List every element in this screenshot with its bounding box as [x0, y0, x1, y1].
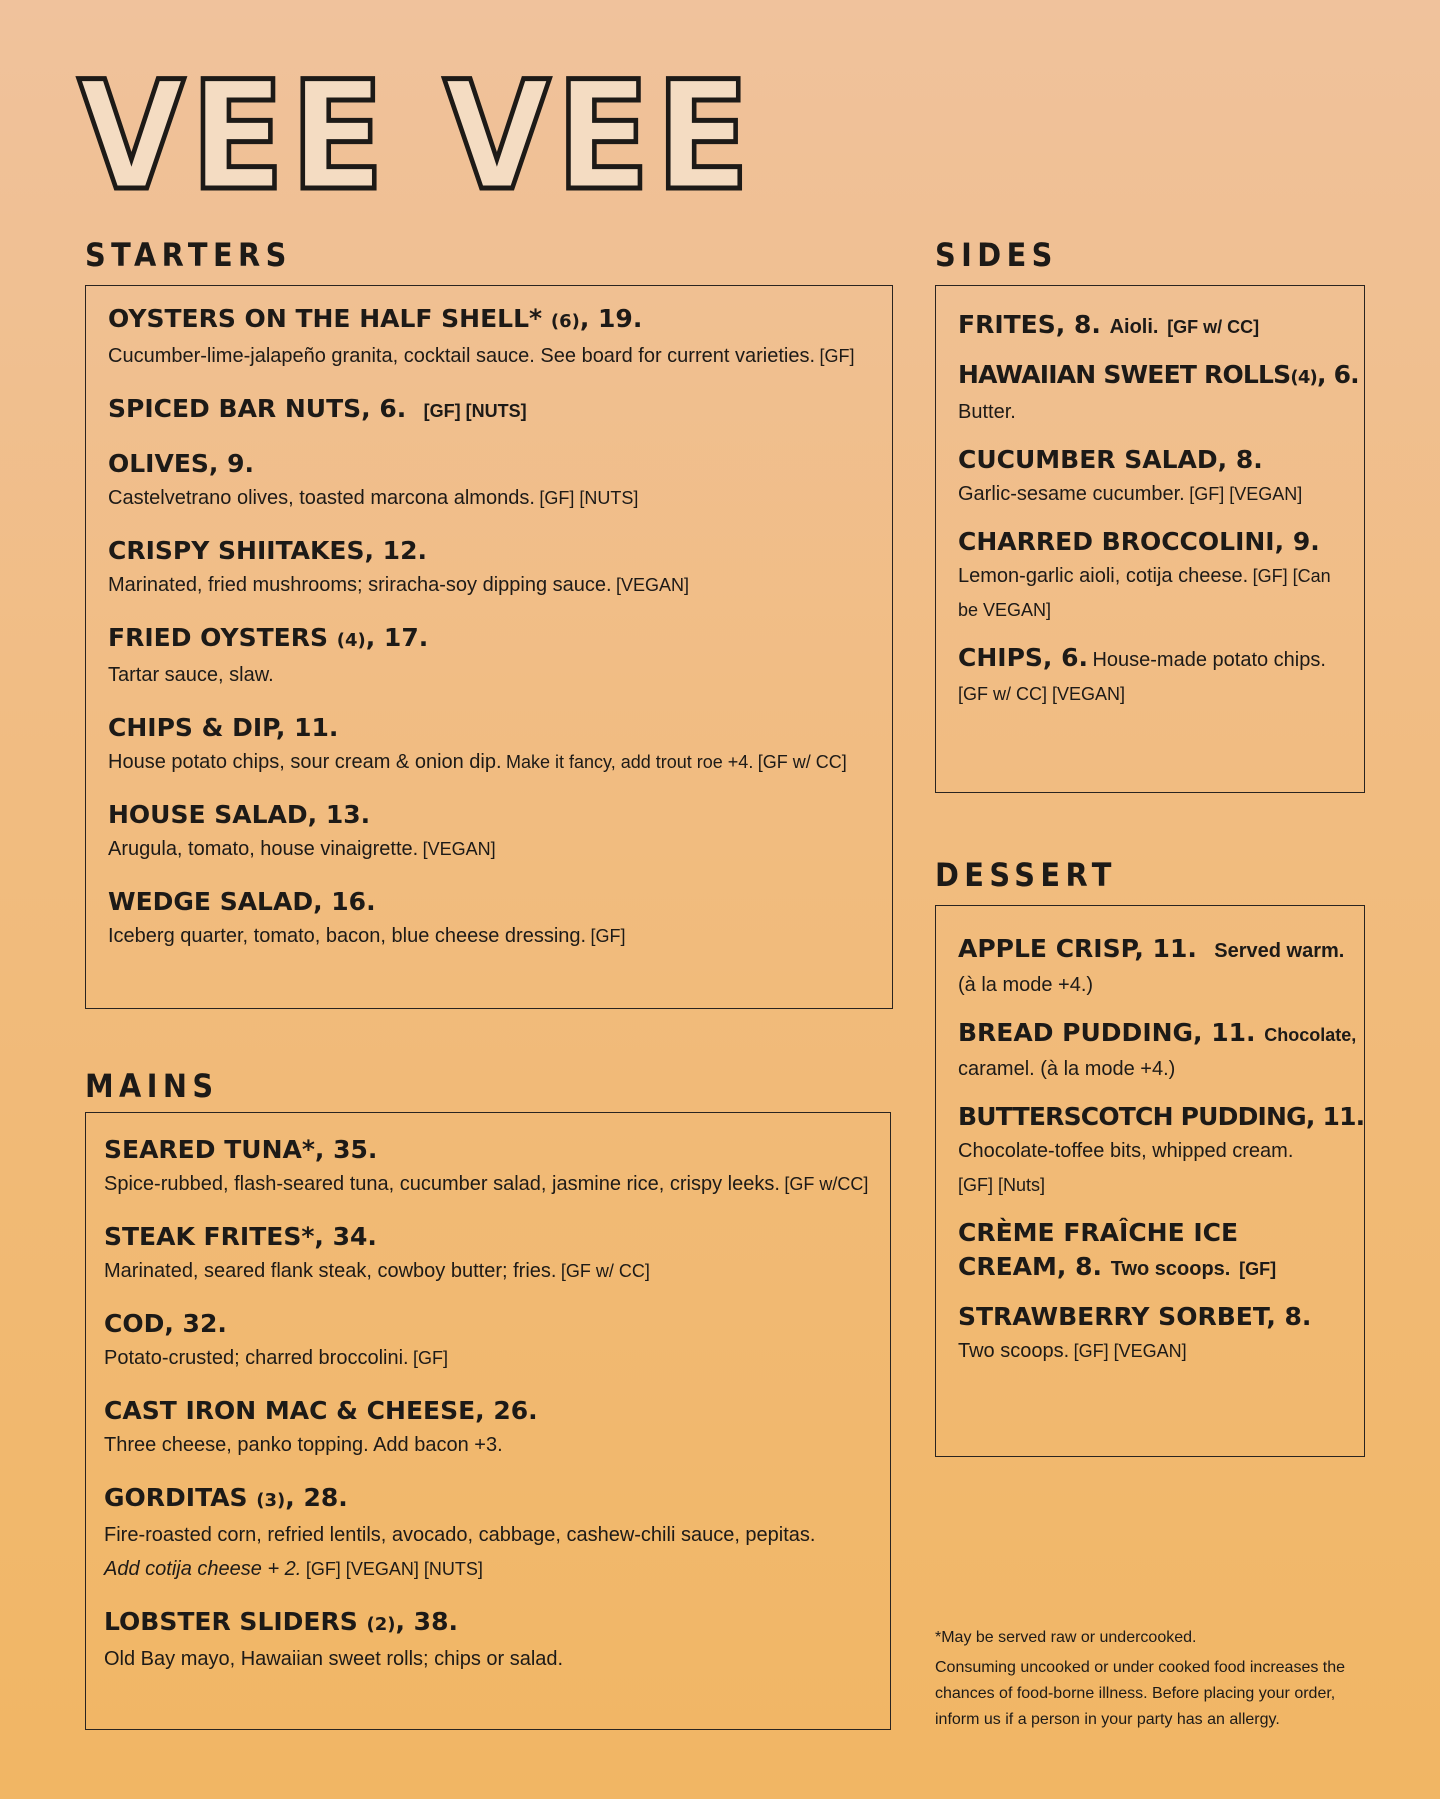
item-desc: Lemon-garlic aioli, cotija cheese. [958, 565, 1249, 587]
item-name: APPLE CRISP, 11. [958, 934, 1197, 963]
item-name: SEARED TUNA*, 35. [104, 1135, 378, 1164]
item-desc: Tartar sauce, slaw. [108, 664, 274, 686]
menu-item [958, 1216, 1346, 1286]
item-name: GORDITAS [104, 1483, 248, 1512]
menu-item [108, 392, 870, 428]
menu-item [108, 302, 870, 373]
menu-item [958, 932, 1346, 1002]
item-desc: Two scoops. [1110, 1258, 1231, 1280]
dessert-box [935, 905, 1365, 1457]
raw-warning: *May be served raw or undercooked. [935, 1629, 1197, 1646]
item-qty: (2) [366, 1614, 396, 1635]
item-desc: Fire-roasted corn, refried lentils, avocado, cabbage, cashew-chili sauce, pepitas. [104, 1524, 816, 1546]
item-desc: Spice-rubbed, flash-seared tuna, cucumber salad, jasmine rice, crispy leeks. [104, 1173, 780, 1195]
item-note: (à la mode +4.) [958, 974, 1094, 996]
item-tags: [GF w/ CC] [757, 752, 847, 772]
item-name: CRÈME FRAÎCHE ICE [958, 1218, 1239, 1247]
item-name: CHIPS, 6. [958, 643, 1088, 672]
item-desc: Cucumber-lime-jalapeño granita, cocktail sauce. See board for current varieties. [108, 345, 816, 367]
item-desc: Aioli. [1109, 316, 1159, 338]
item-tags: [GF] [VEGAN] [1073, 1341, 1187, 1361]
item-desc: Arugula, tomato, house vinaigrette. [108, 838, 419, 860]
mains-box [85, 1112, 891, 1730]
item-name-2: CREAM, 8. [958, 1252, 1102, 1281]
item-qty: (4) [336, 630, 366, 651]
menu-item [958, 308, 1346, 344]
item-name: COD, 32. [104, 1309, 227, 1338]
item-name: LOBSTER SLIDERS [104, 1607, 358, 1636]
menu-item [108, 534, 870, 602]
menu-item [108, 447, 870, 515]
menu-item [108, 885, 870, 953]
item-desc: Two scoops. [958, 1340, 1070, 1362]
restaurant-logo: VEE VEE [78, 50, 756, 224]
item-name: OLIVES, 9. [108, 449, 255, 478]
item-name: HAWAIIAN SWEET ROLLS [958, 360, 1291, 389]
item-name: CRISPY SHIITAKES, 12. [108, 536, 427, 565]
item-desc: House potato chips, sour cream & onion dip. [108, 751, 502, 773]
item-tags: [GF w/ CC] [560, 1261, 650, 1281]
dessert-heading: DESSERT [935, 856, 1117, 894]
item-desc: Marinated, seared flank steak, cowboy butter; fries. [104, 1260, 557, 1282]
item-tags: [GF] [Nuts] [958, 1175, 1046, 1195]
menu-item [958, 443, 1346, 511]
menu-item [958, 358, 1359, 429]
item-name: STEAK FRITES*, 34. [104, 1222, 377, 1251]
item-price: , 28. [285, 1483, 348, 1512]
item-desc: Old Bay mayo, Hawaiian sweet rolls; chips or salad. [104, 1648, 564, 1670]
item-name: SPICED BAR NUTS, 6. [108, 394, 407, 423]
item-qty: (6) [550, 311, 580, 332]
starters-heading: STARTERS [85, 236, 292, 274]
item-desc: Marinated, fried mushrooms; sriracha-soy dipping sauce. [108, 574, 612, 596]
item-tags: [GF] [NUTS] [423, 401, 527, 421]
item-tags: [GF] [413, 1348, 449, 1368]
item-tags: [GF] [VEGAN] [1189, 484, 1303, 504]
item-tags: [GF] [819, 346, 855, 366]
item-tags: [GF w/CC] [784, 1174, 869, 1194]
sides-box [935, 285, 1365, 793]
item-name: STRAWBERRY SORBET, 8. [958, 1302, 1312, 1331]
menu-item [108, 711, 870, 779]
menu-item [108, 621, 870, 692]
item-price: , 17. [365, 623, 429, 652]
item-name: HOUSE SALAD, 13. [108, 800, 371, 829]
item-name: CHIPS & DIP, 11. [108, 713, 339, 742]
item-desc: Chocolate, [1264, 1025, 1357, 1045]
item-note: caramel. (à la mode +4.) [958, 1058, 1176, 1080]
item-name: FRITES, 8. [958, 310, 1101, 339]
menu-item [958, 1016, 1357, 1086]
item-desc: Served warm. [1214, 940, 1345, 962]
item-name: CAST IRON MAC & CHEESE, 26. [104, 1396, 538, 1425]
item-desc: Iceberg quarter, tomato, bacon, blue cheese dressing. [108, 925, 587, 947]
item-tags: [VEGAN] [422, 839, 496, 859]
item-name: FRIED OYSTERS [108, 623, 329, 652]
item-qty: (3) [256, 1490, 286, 1511]
menu-item [104, 1394, 872, 1462]
menu-item [958, 1300, 1346, 1368]
item-name: CUCUMBER SALAD, 8. [958, 445, 1263, 474]
menu-item [958, 525, 1346, 627]
item-tags: [GF] [NUTS] [539, 488, 639, 508]
item-tags: [GF w/ CC] [1167, 317, 1260, 337]
item-name: OYSTERS ON THE HALF SHELL* [108, 304, 543, 333]
item-qty: (4) [1290, 367, 1317, 388]
item-name: WEDGE SALAD, 16. [108, 887, 376, 916]
item-tags: [GF] [Can be VEGAN] [958, 566, 1331, 620]
item-tags: [GF] [1239, 1259, 1277, 1279]
menu-item [104, 1220, 872, 1288]
item-desc: House-made potato chips. [1092, 649, 1326, 671]
menu-item [958, 1100, 1365, 1202]
item-desc: Garlic-sesame cucumber. [958, 483, 1185, 505]
menu-item [104, 1481, 872, 1586]
item-name: CHARRED BROCCOLINI, 9. [958, 527, 1320, 556]
menu-item [104, 1133, 872, 1201]
item-desc: Chocolate-toffee bits, whipped cream. [958, 1140, 1294, 1162]
menu-item [104, 1307, 872, 1375]
menu-item [108, 798, 870, 866]
item-note: Make it fancy, add trout roe +4. [506, 752, 754, 772]
item-desc: Potato-crusted; charred broccolini. [104, 1347, 409, 1369]
item-tags: [GF w/ CC] [VEGAN] [958, 684, 1126, 704]
item-desc: Three cheese, panko topping. Add bacon +3. [104, 1434, 503, 1456]
item-price: , 6. [1316, 360, 1359, 389]
item-tags: [GF] [VEGAN] [NUTS] [305, 1559, 483, 1579]
mains-heading: MAINS [85, 1067, 219, 1105]
allergy-notice: Consuming uncooked or under cooked food increases the chances of food-borne illness. Before placing your order, inform us if a person in your party has an allergy. [935, 1659, 1346, 1728]
item-desc: Butter. [958, 401, 1016, 423]
menu-item [104, 1605, 872, 1676]
item-tags: [VEGAN] [616, 575, 690, 595]
item-desc: Castelvetrano olives, toasted marcona almonds. [108, 487, 535, 509]
footer-disclaimer [935, 1625, 1375, 1733]
item-price: , 19. [579, 304, 643, 333]
menu-item [958, 641, 1346, 711]
item-name: BUTTERSCOTCH PUDDING, 11. [958, 1102, 1365, 1131]
starters-box [85, 285, 893, 1009]
item-price: , 38. [395, 1607, 458, 1636]
item-name: BREAD PUDDING, 11. [958, 1018, 1256, 1047]
item-note: Add cotija cheese + 2. [104, 1558, 302, 1580]
item-tags: [GF] [590, 926, 626, 946]
sides-heading: SIDES [935, 236, 1058, 274]
